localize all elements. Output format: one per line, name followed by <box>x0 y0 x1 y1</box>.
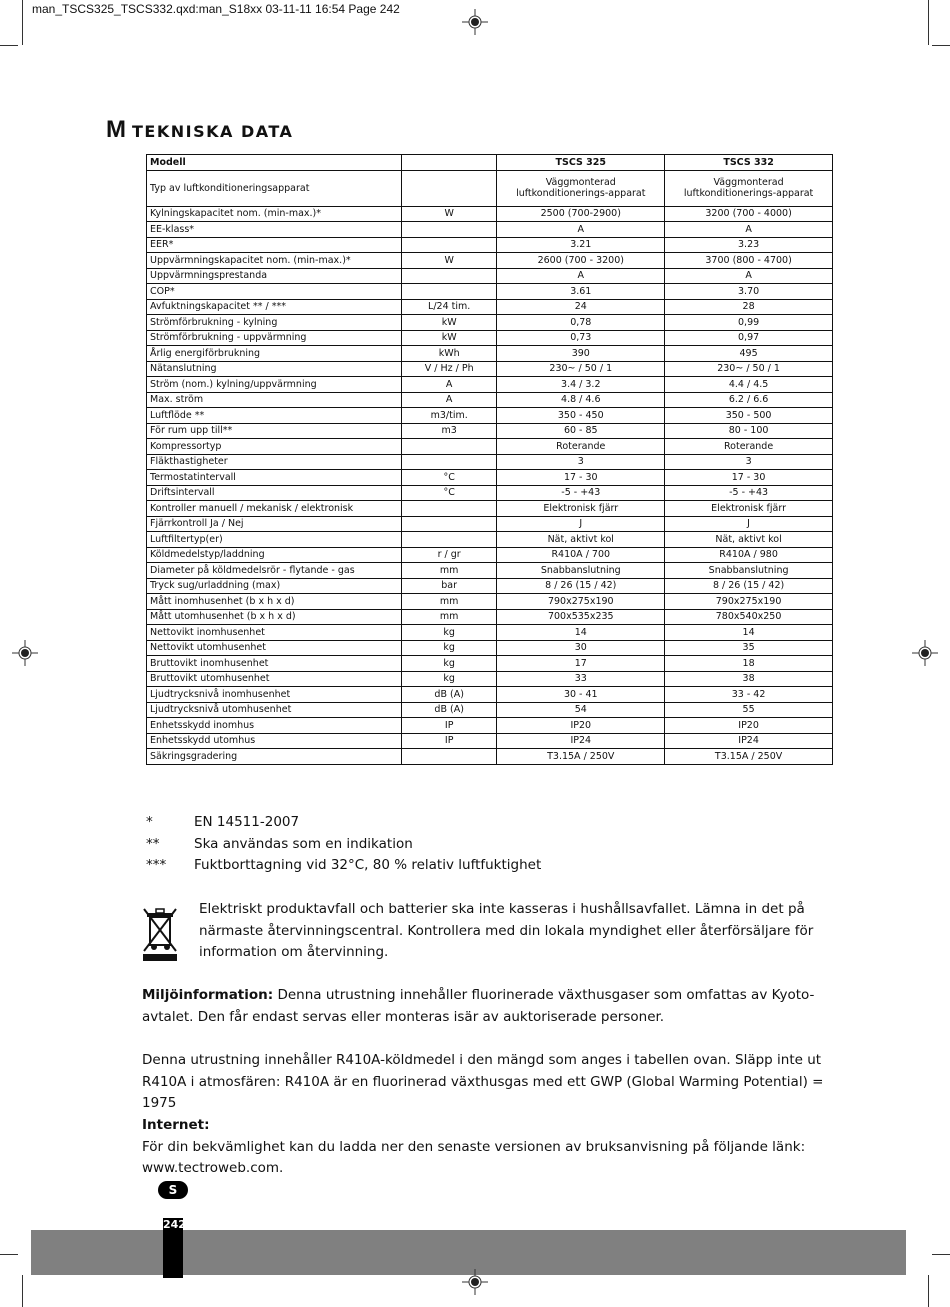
table-row <box>147 346 833 362</box>
website-link[interactable]: www.tectroweb.com. <box>142 1160 284 1176</box>
table-cell: Ljudtrycksnivå utomhusenhet <box>147 702 402 718</box>
table-cell: bar <box>401 578 496 594</box>
table-row <box>147 155 833 171</box>
table-cell: Luftflöde ** <box>147 408 402 424</box>
table-cell: 3 <box>497 454 665 470</box>
table-cell: Uppvärmningskapacitet nom. (min-max.)* <box>147 253 402 269</box>
table-cell: Max. ström <box>147 392 402 408</box>
table-cell: 30 <box>497 640 665 656</box>
table-cell <box>401 454 496 470</box>
table-cell: T3.15A / 250V <box>497 749 665 765</box>
table-cell: 780x540x250 <box>665 609 833 625</box>
crop-mark <box>22 0 23 45</box>
table-cell: L/24 tim. <box>401 299 496 315</box>
table-cell: A <box>665 222 833 238</box>
table-cell: 0,78 <box>497 315 665 331</box>
table-row <box>147 284 833 300</box>
table-cell: 18 <box>665 656 833 672</box>
table-cell: A <box>497 222 665 238</box>
table-cell: 6.2 / 6.6 <box>665 392 833 408</box>
table-cell: J <box>665 516 833 532</box>
refrigerant-info: Denna utrustning innehåller R410A-köldmedel i den mängd som anges i tabellen ovan. Släpp inte ut R410A i atmosfären: R410A är en fluorinerad växthusgas med ett GWP (Global Warming Potential) = 1975 <box>142 1052 824 1111</box>
section-heading <box>106 116 293 144</box>
table-row <box>147 423 833 439</box>
table-cell: 0,73 <box>497 330 665 346</box>
table-cell: Diameter på köldmedelsrör - flytande - gas <box>147 563 402 579</box>
table-cell: Elektronisk fjärr <box>497 501 665 517</box>
table-cell <box>401 532 496 548</box>
spec-table <box>146 154 833 765</box>
table-cell: kg <box>401 671 496 687</box>
table-cell: 80 - 100 <box>665 423 833 439</box>
table-cell: Roterande <box>497 439 665 455</box>
table-cell: 35 <box>665 640 833 656</box>
table-cell: Årlig energiförbrukning <box>147 346 402 362</box>
table-row <box>147 222 833 238</box>
table-cell: 790x275x190 <box>665 594 833 610</box>
table-row <box>147 268 833 284</box>
table-row <box>147 361 833 377</box>
footnote: ** Ska användas som en indikation <box>146 836 413 852</box>
registration-mark-icon <box>462 1269 488 1295</box>
table-row <box>147 749 833 765</box>
table-row <box>147 377 833 393</box>
table-row <box>147 408 833 424</box>
table-row <box>147 392 833 408</box>
table-cell: R410A / 980 <box>665 547 833 563</box>
table-cell: 3.61 <box>497 284 665 300</box>
table-cell: Ljudtrycksnivå inomhusenhet <box>147 687 402 703</box>
table-cell: W <box>401 253 496 269</box>
table-cell: 33 - 42 <box>665 687 833 703</box>
table-cell: Luftfiltertyp(er) <box>147 532 402 548</box>
table-cell: 55 <box>665 702 833 718</box>
page-number: 242 <box>163 1218 183 1278</box>
crop-mark <box>0 1254 18 1255</box>
table-row <box>147 718 833 734</box>
table-cell: 350 - 450 <box>497 408 665 424</box>
registration-mark-icon <box>462 9 488 35</box>
table-cell: mm <box>401 563 496 579</box>
table-cell: IP20 <box>665 718 833 734</box>
table-cell: mm <box>401 594 496 610</box>
table-cell: kg <box>401 656 496 672</box>
table-cell: 495 <box>665 346 833 362</box>
table-row <box>147 578 833 594</box>
table-cell: V / Hz / Ph <box>401 361 496 377</box>
table-cell <box>401 516 496 532</box>
table-cell: Fläkthastigheter <box>147 454 402 470</box>
table-row <box>147 501 833 517</box>
table-cell: Väggmonterad luftkonditionerings-apparat <box>497 170 665 206</box>
table-cell: -5 - +43 <box>665 485 833 501</box>
table-cell: 17 <box>497 656 665 672</box>
table-cell: 17 - 30 <box>665 470 833 486</box>
table-cell: TSCS 325 <box>497 155 665 171</box>
table-row <box>147 439 833 455</box>
table-cell: kW <box>401 330 496 346</box>
footnote: * EN 14511-2007 <box>146 814 300 830</box>
table-cell: 3.23 <box>665 237 833 253</box>
table-cell: EE-klass* <box>147 222 402 238</box>
table-cell: °C <box>401 470 496 486</box>
table-cell <box>401 268 496 284</box>
table-cell: IP20 <box>497 718 665 734</box>
section-title: TEKNISKA DATA <box>132 122 294 141</box>
table-row <box>147 315 833 331</box>
table-cell: kg <box>401 625 496 641</box>
table-row <box>147 609 833 625</box>
table-cell: Strömförbrukning - kylning <box>147 315 402 331</box>
table-cell: m3 <box>401 423 496 439</box>
table-cell: 230~ / 50 / 1 <box>497 361 665 377</box>
crop-mark <box>22 1275 23 1307</box>
table-cell: Snabbanslutning <box>497 563 665 579</box>
table-cell: 3.70 <box>665 284 833 300</box>
table-cell: För rum upp till** <box>147 423 402 439</box>
table-row <box>147 253 833 269</box>
table-cell: IP24 <box>665 733 833 749</box>
registration-mark-icon <box>912 640 938 666</box>
table-cell: m3/tim. <box>401 408 496 424</box>
crop-mark <box>928 1275 929 1307</box>
table-cell: -5 - +43 <box>497 485 665 501</box>
internet-info: Internet: För din bekvämlighet kan du ladda ner den senaste versionen av bruksanvisning på följande länk: www.tectroweb.com. <box>142 1117 806 1176</box>
table-cell: IP <box>401 718 496 734</box>
table-cell: Enhetsskydd utomhus <box>147 733 402 749</box>
table-cell: IP <box>401 733 496 749</box>
table-cell: Enhetsskydd inomhus <box>147 718 402 734</box>
crossed-bin-weee-icon <box>142 905 178 963</box>
table-cell: 4.4 / 4.5 <box>665 377 833 393</box>
table-row <box>147 485 833 501</box>
table-cell: Kompressortyp <box>147 439 402 455</box>
table-row <box>147 671 833 687</box>
table-cell: kW <box>401 315 496 331</box>
table-cell: Modell <box>147 155 402 171</box>
table-cell: EER* <box>147 237 402 253</box>
table-cell: Kontroller manuell / mekanisk / elektronisk <box>147 501 402 517</box>
table-cell: kg <box>401 640 496 656</box>
table-cell: Väggmonterad luftkonditionerings-apparat <box>665 170 833 206</box>
table-cell: 3700 (800 - 4700) <box>665 253 833 269</box>
table-row <box>147 532 833 548</box>
table-cell: 14 <box>497 625 665 641</box>
table-cell: Typ av luftkonditioneringsapparat <box>147 170 402 206</box>
crop-mark <box>928 0 929 45</box>
table-cell: 14 <box>665 625 833 641</box>
table-cell <box>401 170 496 206</box>
table-cell: Termostatintervall <box>147 470 402 486</box>
language-badge: S <box>158 1181 188 1199</box>
table-cell: kWh <box>401 346 496 362</box>
table-cell: Bruttovikt utomhusenhet <box>147 671 402 687</box>
table-cell: Säkringsgradering <box>147 749 402 765</box>
table-cell: 54 <box>497 702 665 718</box>
table-cell: 24 <box>497 299 665 315</box>
table-cell: Köldmedelstyp/laddning <box>147 547 402 563</box>
table-cell <box>401 749 496 765</box>
table-cell <box>401 155 496 171</box>
table-cell: T3.15A / 250V <box>665 749 833 765</box>
table-cell: A <box>497 268 665 284</box>
crop-mark <box>932 45 950 46</box>
table-cell: 3.21 <box>497 237 665 253</box>
table-cell: Nettovikt inomhusenhet <box>147 625 402 641</box>
table-cell: Tryck sug/urladdning (max) <box>147 578 402 594</box>
table-cell: TSCS 332 <box>665 155 833 171</box>
registration-mark-icon <box>12 640 38 666</box>
table-cell: Mått inomhusenhet (b x h x d) <box>147 594 402 610</box>
table-cell: mm <box>401 609 496 625</box>
table-cell: 38 <box>665 671 833 687</box>
table-cell: 2500 (700-2900) <box>497 206 665 222</box>
table-cell: 3200 (700 - 4000) <box>665 206 833 222</box>
table-cell: °C <box>401 485 496 501</box>
table-cell: IP24 <box>497 733 665 749</box>
table-cell: Mått utomhusenhet (b x h x d) <box>147 609 402 625</box>
table-row <box>147 640 833 656</box>
table-cell: 3 <box>665 454 833 470</box>
table-cell <box>401 439 496 455</box>
table-cell: Uppvärmningsprestanda <box>147 268 402 284</box>
table-cell: Ström (nom.) kylning/uppvärmning <box>147 377 402 393</box>
table-cell: 2600 (700 - 3200) <box>497 253 665 269</box>
table-cell: COP* <box>147 284 402 300</box>
table-cell: A <box>401 377 496 393</box>
crop-mark <box>0 45 18 46</box>
table-row <box>147 454 833 470</box>
table-cell: Strömförbrukning - uppvärmning <box>147 330 402 346</box>
environment-info: Miljöinformation: Denna utrustning innehåller fluorinerade växthusgaser som omfattas av Kyoto-avtalet. Den får endast servas eller monteras isär av auktoriserade personer. <box>142 987 815 1025</box>
table-cell: W <box>401 206 496 222</box>
table-cell <box>401 237 496 253</box>
table-cell: R410A / 700 <box>497 547 665 563</box>
table-row <box>147 594 833 610</box>
table-cell: 700x535x235 <box>497 609 665 625</box>
table-cell: Snabbanslutning <box>665 563 833 579</box>
table-row <box>147 625 833 641</box>
table-row <box>147 237 833 253</box>
table-cell: 230~ / 50 / 1 <box>665 361 833 377</box>
table-cell: A <box>401 392 496 408</box>
table-cell: J <box>497 516 665 532</box>
table-cell: dB (A) <box>401 687 496 703</box>
table-cell: 0,99 <box>665 315 833 331</box>
table-cell <box>401 222 496 238</box>
section-letter: M <box>106 116 126 143</box>
table-cell: 60 - 85 <box>497 423 665 439</box>
table-cell: 33 <box>497 671 665 687</box>
table-cell: Nät, aktivt kol <box>665 532 833 548</box>
table-cell: 17 - 30 <box>497 470 665 486</box>
table-cell: 350 - 500 <box>665 408 833 424</box>
table-row <box>147 299 833 315</box>
table-cell: Fjärrkontroll Ja / Nej <box>147 516 402 532</box>
table-cell: 8 / 26 (15 / 42) <box>665 578 833 594</box>
table-cell: 0,97 <box>665 330 833 346</box>
table-row <box>147 330 833 346</box>
table-row <box>147 547 833 563</box>
table-cell: Kylningskapacitet nom. (min-max.)* <box>147 206 402 222</box>
footnote: *** Fuktborttagning vid 32°C, 80 % relativ luftfuktighet <box>146 857 542 873</box>
table-row <box>147 733 833 749</box>
table-cell: Nät, aktivt kol <box>497 532 665 548</box>
weee-notice: Elektriskt produktavfall och batterier ska inte kasseras i hushållsavfallet. Lämna in det på närmaste återvinningscentral. Kontrollera med din lokala myndighet eller återförsäljare för information om återvinning. <box>199 901 814 960</box>
table-cell <box>401 284 496 300</box>
table-cell: Bruttovikt inomhusenhet <box>147 656 402 672</box>
table-cell: r / gr <box>401 547 496 563</box>
table-cell: Driftsintervall <box>147 485 402 501</box>
table-cell: dB (A) <box>401 702 496 718</box>
crop-mark <box>932 1254 950 1255</box>
table-row <box>147 563 833 579</box>
table-row <box>147 656 833 672</box>
table-cell: Roterande <box>665 439 833 455</box>
table-cell: Avfuktningskapacitet ** / *** <box>147 299 402 315</box>
table-row <box>147 170 833 206</box>
table-row <box>147 687 833 703</box>
table-cell: 3.4 / 3.2 <box>497 377 665 393</box>
table-row <box>147 470 833 486</box>
table-row <box>147 516 833 532</box>
table-cell: Nätanslutning <box>147 361 402 377</box>
table-cell: 4.8 / 4.6 <box>497 392 665 408</box>
table-cell <box>401 501 496 517</box>
table-cell: Nettovikt utomhusenhet <box>147 640 402 656</box>
table-row <box>147 206 833 222</box>
table-cell: A <box>665 268 833 284</box>
table-cell: 8 / 26 (15 / 42) <box>497 578 665 594</box>
table-cell: 390 <box>497 346 665 362</box>
table-row <box>147 702 833 718</box>
table-cell: 28 <box>665 299 833 315</box>
print-slug: man_TSCS325_TSCS332.qxd:man_S18xx 03-11-11 16:54 Page 242 <box>32 2 400 16</box>
table-cell: Elektronisk fjärr <box>665 501 833 517</box>
table-cell: 30 - 41 <box>497 687 665 703</box>
table-cell: 790x275x190 <box>497 594 665 610</box>
